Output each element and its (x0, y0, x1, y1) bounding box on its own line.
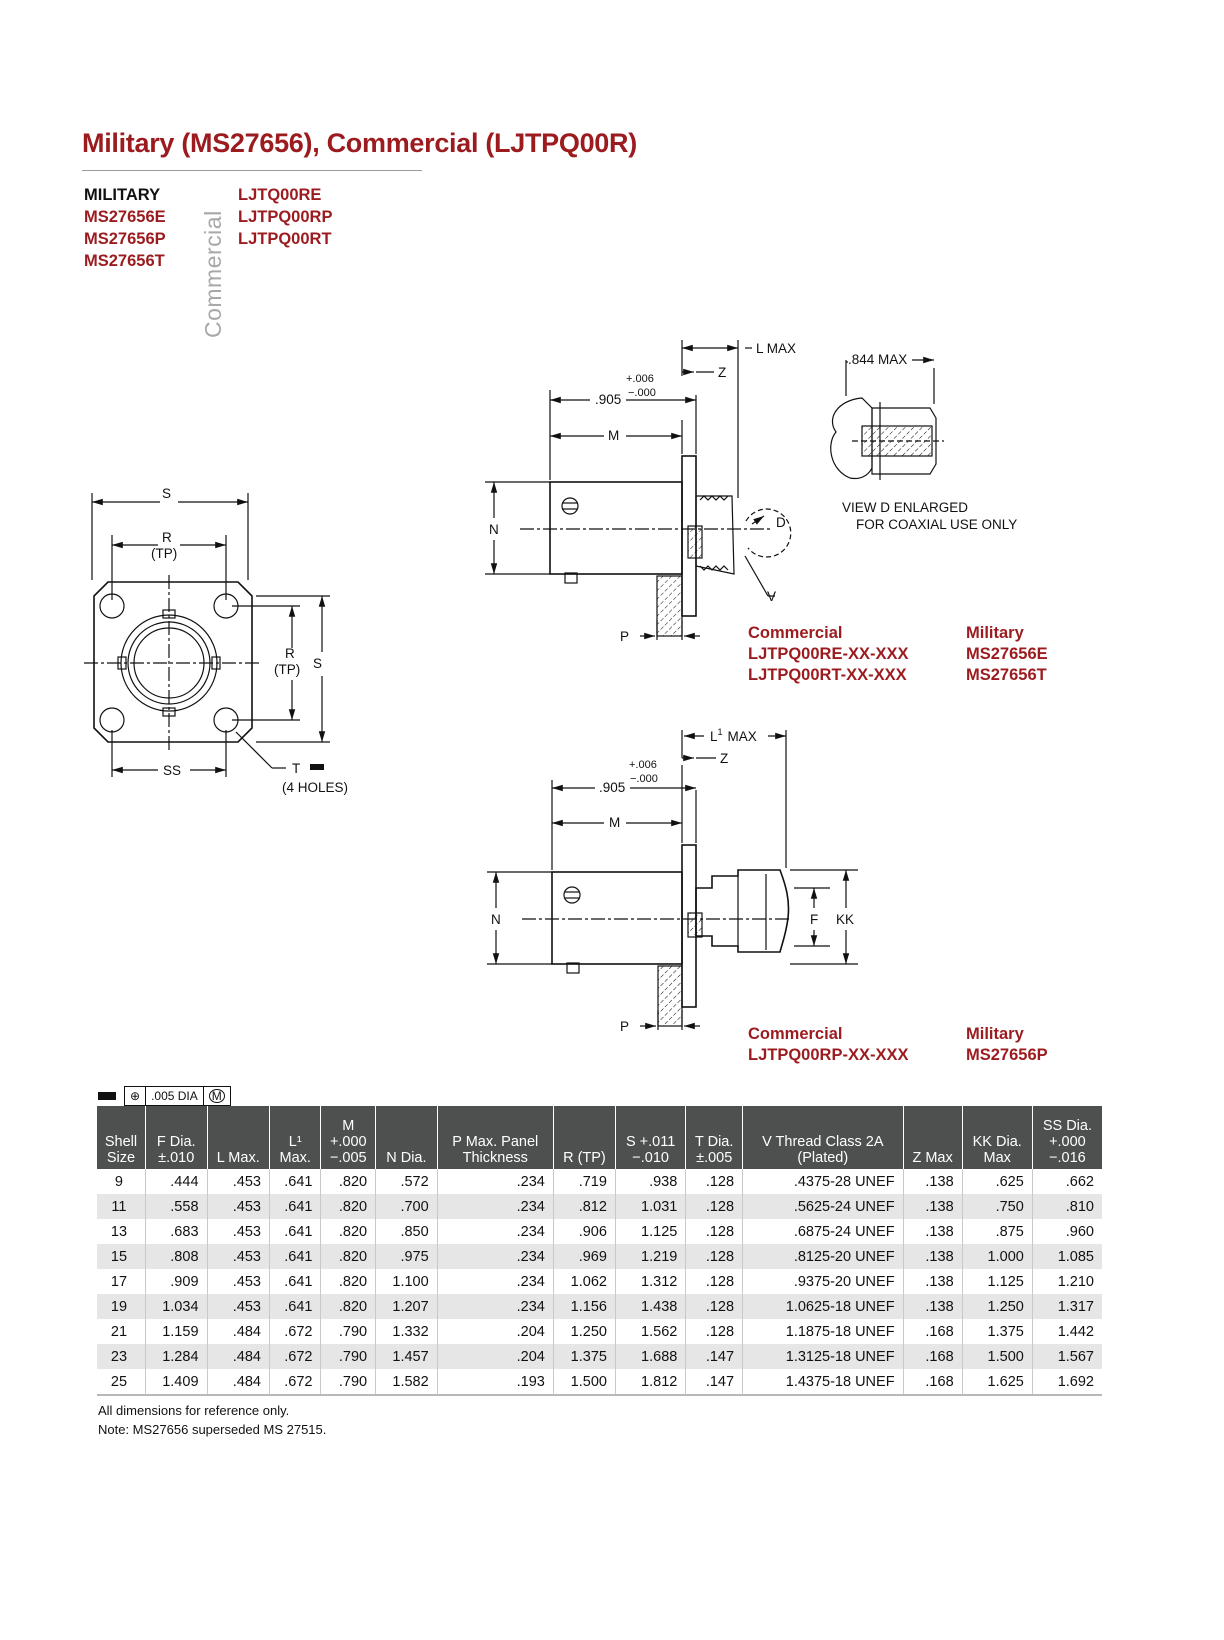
table-cell: .969 (553, 1244, 615, 1269)
table-cell: 1.562 (615, 1319, 685, 1344)
table-cell: .128 (686, 1194, 743, 1219)
table-cell: 1.1875-18 UNEF (743, 1319, 903, 1344)
table-cell: .662 (1065, 1173, 1094, 1190)
dim-l-max: L MAX (756, 341, 797, 356)
table-cell: .168 (903, 1344, 962, 1369)
table-cell: .641 (269, 1219, 321, 1244)
table-cell: .672 (269, 1319, 321, 1344)
military-part: MS27656T (84, 252, 165, 270)
table-cell: 1.582 (376, 1369, 438, 1395)
table-cell: .790 (321, 1344, 376, 1369)
dim-t: T (292, 761, 301, 776)
table-cell: 1.438 (615, 1294, 685, 1319)
table-cell: 1.250 (962, 1294, 1032, 1319)
table-cell: .234 (437, 1294, 553, 1319)
table-cell: .128 (686, 1244, 743, 1269)
table-cell: .975 (376, 1244, 438, 1269)
table-cell: .700 (376, 1194, 438, 1219)
table-cell: .147 (686, 1344, 743, 1369)
side-view-1-drawing (485, 340, 944, 640)
table-cell: .8125-20 UNEF (743, 1244, 903, 1269)
dim-m-2: M (609, 815, 621, 830)
table-cell: 1.688 (615, 1344, 685, 1369)
tol-minus: −.000 (628, 387, 656, 399)
table-cell: .641 (269, 1244, 321, 1269)
table-cell: .938 (615, 1169, 685, 1194)
table-cell: .960 (1065, 1223, 1094, 1240)
table-row (97, 1294, 1102, 1319)
table-cell: .138 (903, 1269, 962, 1294)
commercial-vertical-label: Commercial (200, 210, 226, 338)
side-view-1-commercial: Commercial LJTPQ00RE-XX-XXX LJTPQ00RT-XX-XXX (748, 624, 909, 684)
dim-n-2: N (491, 912, 501, 927)
table-cell: .683 (145, 1219, 207, 1244)
table-cell: 1.332 (376, 1319, 438, 1344)
table-cell: .138 (903, 1194, 962, 1219)
table-cell: 1.317 (1032, 1294, 1102, 1319)
dim-tp-side: (TP) (274, 662, 301, 677)
column-header: M +.000 −.005 (321, 1106, 376, 1169)
mmc-modifier: M (204, 1087, 230, 1105)
table-cell: .128 (686, 1319, 743, 1344)
table-cell: .168 (903, 1369, 962, 1395)
dimensions-table (97, 1106, 1102, 1396)
table-cell: .641 (269, 1169, 321, 1194)
table-cell: .128 (686, 1169, 743, 1194)
table-cell: .128 (686, 1269, 743, 1294)
table-row (97, 1194, 1102, 1219)
table-cell: 1.4375-18 UNEF (743, 1369, 903, 1395)
table-cell: .641 (269, 1269, 321, 1294)
column-header: F Dia. ±.010 (145, 1106, 207, 1169)
dim-z: Z (718, 365, 727, 380)
side-view-2-drawing (487, 730, 858, 1030)
table-cell: 1.034 (145, 1294, 207, 1319)
table-cell: .875 (962, 1219, 1032, 1244)
table-cell: 1.156 (553, 1294, 615, 1319)
table-cell: .719 (553, 1169, 615, 1194)
table-cell: 21 (97, 1319, 145, 1344)
table-row (97, 1269, 1102, 1294)
dim-p-2: P (620, 1019, 630, 1034)
table-cell: 1.442 (1057, 1323, 1094, 1340)
table-cell: .444 (145, 1169, 207, 1194)
commercial-part: LJTPQ00RT (238, 230, 332, 248)
table-cell: .484 (207, 1319, 269, 1344)
table-cell: .453 (207, 1269, 269, 1294)
table-cell: 1.375 (962, 1319, 1032, 1344)
table-cell: 1.0625-18 UNEF (743, 1294, 903, 1319)
table-cell: .453 (207, 1244, 269, 1269)
table-cell: .453 (207, 1194, 269, 1219)
table-cell: 1.500 (553, 1369, 615, 1395)
table-cell: .484 (207, 1369, 269, 1395)
military-part: MS27656P (84, 230, 166, 248)
table-cell: .147 (686, 1369, 743, 1395)
dim-kk: KK (836, 912, 855, 927)
table-row (97, 1369, 1102, 1395)
tol-plus-2: +.006 (629, 759, 657, 771)
tol-minus-2: −.000 (630, 773, 658, 785)
view-d-caption-line1: VIEW D ENLARGED (842, 500, 969, 515)
position-icon: ⊕ (125, 1087, 146, 1105)
table-cell: .909 (145, 1269, 207, 1294)
tolerance-dia: .005 DIA (146, 1087, 204, 1105)
table-header-row (97, 1106, 1102, 1169)
table-row (97, 1169, 1102, 1194)
table-cell: .641 (269, 1194, 321, 1219)
tolerance-frame (98, 1086, 231, 1106)
front-view-drawing (84, 493, 330, 777)
table-cell: 23 (97, 1344, 145, 1369)
table-row (97, 1344, 1102, 1369)
datum-symbol (98, 1092, 116, 1100)
column-header: R (TP) (553, 1106, 615, 1169)
table-cell: 1.031 (615, 1194, 685, 1219)
table-cell: .138 (903, 1219, 962, 1244)
table-cell: 11 (97, 1194, 145, 1219)
table-cell: 17 (97, 1269, 145, 1294)
dim-l1-max: $L^1$ MAX (710, 727, 757, 744)
table-cell: .672 (269, 1344, 321, 1369)
table-cell: 1.210 (1057, 1273, 1094, 1290)
dim-p: P (620, 629, 630, 644)
dim-tp-top: (TP) (151, 546, 178, 561)
table-cell: 1.567 (1032, 1344, 1102, 1369)
dim-s-top: S (162, 486, 172, 501)
table-cell: .810 (1032, 1194, 1102, 1219)
military-part: MS27656E (84, 208, 166, 226)
table-cell: .234 (437, 1194, 553, 1219)
table-cell: .453 (207, 1219, 269, 1244)
column-header: V Thread Class 2A (Plated) (743, 1106, 903, 1169)
table-row (97, 1244, 1102, 1269)
table-cell: .234 (437, 1169, 553, 1194)
table-cell: .625 (962, 1169, 1032, 1194)
commercial-part: LJTPQ00RP (238, 208, 333, 226)
table-cell: 1.100 (376, 1269, 438, 1294)
column-header: Z Max (903, 1106, 962, 1169)
dim-844-max: .844 MAX (848, 352, 908, 367)
military-list-header: MILITARY (84, 186, 161, 204)
table-cell: 13 (97, 1219, 145, 1244)
note-superseded: Note: MS27656 superseded MS 27515. (98, 1422, 327, 1437)
table-cell: 15 (97, 1244, 145, 1269)
table-cell: .672 (269, 1369, 321, 1395)
table-cell: .808 (145, 1244, 207, 1269)
table-cell: .790 (321, 1369, 376, 1395)
table-cell: .812 (553, 1194, 615, 1219)
commercial-part: LJTQ00RE (238, 186, 322, 204)
table-cell: .850 (376, 1219, 438, 1244)
dim-ss: SS (163, 763, 182, 778)
column-header: L¹ Max. (269, 1106, 321, 1169)
table-cell: 1.085 (1032, 1244, 1102, 1269)
table-cell: 1.062 (553, 1269, 615, 1294)
table-cell: .641 (269, 1294, 321, 1319)
table-cell: .453 (207, 1169, 269, 1194)
table-cell: 1.250 (553, 1319, 615, 1344)
note-reference: All dimensions for reference only. (98, 1403, 290, 1418)
column-header: T Dia. ±.005 (686, 1106, 743, 1169)
dim-n: N (489, 522, 499, 537)
table-cell: 1.457 (376, 1344, 438, 1369)
tol-plus: +.006 (626, 373, 654, 385)
view-d-caption-line2: FOR COAXIAL USE ONLY (856, 517, 1018, 532)
table-cell: .6875-24 UNEF (743, 1219, 903, 1244)
table-row (97, 1319, 1102, 1344)
dim-d: D (776, 515, 786, 530)
table-cell: .234 (437, 1244, 553, 1269)
column-header: KK Dia. Max (962, 1106, 1032, 1169)
table-cell: 19 (97, 1294, 145, 1319)
table-cell: .820 (321, 1194, 376, 1219)
table-cell: .750 (962, 1194, 1032, 1219)
dim-f: F (810, 912, 819, 927)
table-cell: .138 (903, 1294, 962, 1319)
table-cell: .5625-24 UNEF (743, 1194, 903, 1219)
table-cell: .234 (437, 1219, 553, 1244)
table-cell: .906 (553, 1219, 615, 1244)
side-view-2-commercial: Commercial LJTPQ00RP-XX-XXX (748, 1025, 909, 1064)
column-header: N Dia. (376, 1106, 438, 1169)
table-cell: .204 (437, 1319, 553, 1344)
table-cell: 1.207 (376, 1294, 438, 1319)
dim-holes: (4 HOLES) (282, 780, 349, 795)
table-cell: .484 (207, 1344, 269, 1369)
table-cell: 1.219 (615, 1244, 685, 1269)
dim-s-side: S (313, 656, 323, 671)
table-cell: 1.312 (615, 1269, 685, 1294)
table-cell: 1.692 (1032, 1369, 1102, 1395)
table-cell: .9375-20 UNEF (743, 1269, 903, 1294)
dim-z-2: Z (720, 751, 729, 766)
column-header: S +.011 −.010 (615, 1106, 685, 1169)
dim-m: M (608, 428, 620, 443)
column-header: SS Dia. +.000 −.016 (1032, 1106, 1102, 1169)
table-cell: .138 (903, 1244, 962, 1269)
side-view-1-military: Military MS27656E MS27656T (966, 624, 1048, 684)
table-cell: .138 (903, 1169, 962, 1194)
table-cell: 1.500 (962, 1344, 1032, 1369)
page-title: Military (MS27656), Commercial (LJTPQ00R) (82, 128, 637, 158)
table-cell: 1.125 (962, 1269, 1032, 1294)
table-cell: .128 (686, 1294, 743, 1319)
table-cell: .234 (437, 1269, 553, 1294)
table-cell: 1.375 (553, 1344, 615, 1369)
column-header: L Max. (207, 1106, 269, 1169)
table-cell: 1.625 (962, 1369, 1032, 1395)
table-cell: 1.812 (615, 1369, 685, 1395)
table-cell: .204 (437, 1344, 553, 1369)
table-cell: 1.284 (145, 1344, 207, 1369)
table-cell: 9 (97, 1169, 145, 1194)
column-header: P Max. Panel Thickness (437, 1106, 553, 1169)
dim-905-2: .905 (599, 780, 626, 795)
table-cell: .820 (321, 1169, 376, 1194)
table-cell: 1.3125-18 UNEF (743, 1344, 903, 1369)
table-cell: 1.000 (962, 1244, 1032, 1269)
table-cell: .558 (145, 1194, 207, 1219)
side-view-2-military: Military MS27656P (966, 1025, 1048, 1064)
dim-v: V (767, 589, 777, 604)
table-cell: .168 (903, 1319, 962, 1344)
table-cell: .128 (686, 1219, 743, 1244)
table-cell: .193 (437, 1369, 553, 1395)
dim-r-top: R (162, 530, 172, 545)
table-cell: 25 (97, 1369, 145, 1395)
table-cell: .820 (321, 1244, 376, 1269)
table-cell: .820 (321, 1294, 376, 1319)
dim-905: .905 (595, 392, 622, 407)
table-cell: .572 (376, 1169, 438, 1194)
table-cell: 1.125 (615, 1219, 685, 1244)
table-cell: .453 (207, 1294, 269, 1319)
table-cell: 1.159 (145, 1319, 207, 1344)
table-cell: .4375-28 UNEF (743, 1169, 903, 1194)
table-cell: 1.409 (145, 1369, 207, 1395)
table-cell: .820 (321, 1219, 376, 1244)
column-header: Shell Size (97, 1106, 145, 1169)
table-cell: .820 (321, 1269, 376, 1294)
table-row (97, 1219, 1102, 1244)
table-cell: .790 (321, 1319, 376, 1344)
dim-r-side: R (285, 646, 295, 661)
